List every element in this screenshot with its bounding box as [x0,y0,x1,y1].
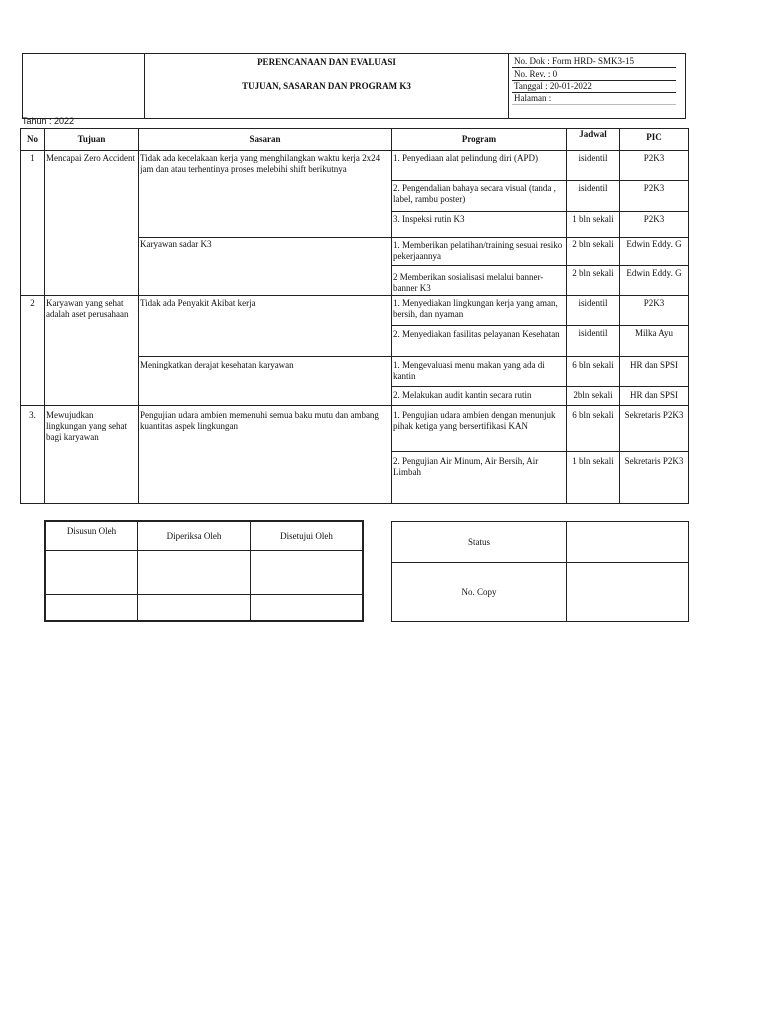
column-header-sasaran: Sasaran [249,134,281,144]
jadwal-cell: 2 bln sekali [572,239,614,249]
sasaran-cell: Tidak ada Penyakit Akibat kerja [140,298,256,308]
pic-cell: P2K3 [643,214,665,224]
program-cell: 2. Menyediakan fasilitas pelayanan Kesehatan [393,329,560,339]
document-title: PERENCANAAN DAN EVALUASI [257,57,396,67]
sasaran-cell: Meningkatkan derajat kesehatan karyawan [140,360,294,370]
column-header-pic: PIC [646,132,662,142]
program-cell: 1. Mengevaluasi menu makan yang ada di kantin [393,360,545,381]
program-cell: 2. Pengujian Air Minum, Air Bersih, Air Limbah [393,456,539,477]
checked-by-label: Diperiksa Oleh [166,531,222,541]
column-header-tujuan: Tujuan [77,134,106,144]
copy-number-label: No. Copy [461,587,497,597]
program-cell: 2. Pengendalian bahaya secara visual (tanda , label, rambu poster) [393,183,556,204]
jadwal-cell: 6 bln sekali [572,410,614,420]
status-label: Status [467,537,490,547]
pic-cell: Sekretaris P2K3 [624,410,684,420]
sasaran-cell: Pengujian udara ambien memenuhi semua baku mutu dan ambang kuantitas aspek lingkungan [140,410,379,431]
jadwal-cell: isidentil [578,183,608,193]
doc-number: No. Dok : Form HRD- SMK3-15 [514,56,635,66]
pic-cell: HR dan SPSI [629,390,678,400]
sasaran-cell: Karyawan sadar K3 [140,239,212,249]
pic-cell: HR dan SPSI [629,360,678,370]
jadwal-cell: isidentil [578,153,608,163]
page-number: Halaman : [514,93,552,103]
pic-cell: Milka Ayu [635,328,673,338]
revision-number: No. Rev. : 0 [514,69,558,79]
program-cell: 1. Memberikan pelatihan/training sesuai resiko pekerjaannya [393,240,563,261]
approved-by-label: Disetujui Oleh [280,531,333,541]
program-cell: 2. Melakukan audit kantin secara rutin [393,390,532,400]
tujuan-cell: Mewujudkan lingkungan yang sehat bagi karyawan [46,410,127,442]
row-number: 3. [29,410,36,420]
pic-cell: P2K3 [643,183,665,193]
document-subtitle: TUJUAN, SASARAN DAN PROGRAM K3 [242,81,411,91]
row-number: 2 [30,298,35,308]
column-header-jadwal: Jadwal [579,129,607,139]
pic-cell: P2K3 [643,153,665,163]
tujuan-cell: Karyawan yang sehat adalah aset perusahaan [46,298,129,319]
program-cell: 1. Penyediaan alat pelindung diri (APD) [393,153,538,163]
pic-cell: Edwin Eddy. G [626,268,682,278]
program-cell: 3. Inspeksi rutin K3 [393,214,465,224]
prepared-by-label: Disusun Oleh [66,526,117,536]
row-number: 1 [30,153,35,163]
jadwal-cell: 2bln sekali [573,390,613,400]
jadwal-cell: 1 bln sekali [572,214,614,224]
program-cell: 2 Memberikan sosialisasi melalui banner-banner K3 [393,272,544,293]
year-label: Tahun : 2022 [22,116,75,126]
pic-cell: Edwin Eddy. G [626,239,682,249]
pic-cell: P2K3 [643,298,665,308]
column-header-no: No [27,134,38,144]
jadwal-cell: 6 bln sekali [572,360,614,370]
tujuan-cell: Mencapai Zero Accident [46,153,135,163]
program-cell: 1. Menyediakan lingkungan kerja yang aman, bersih, dan nyaman [393,298,558,319]
jadwal-cell: 2 bln sekali [572,268,614,278]
column-header-program: Program [461,134,497,144]
sasaran-cell: Tidak ada kecelakaan kerja yang menghilangkan waktu kerja 2x24 jam dan atau terhentinya proses melebihi shift berikutnya [140,153,381,174]
pic-cell: Sekretaris P2K3 [624,456,684,466]
program-cell: 1. Pengujian udara ambien dengan menunjuk pihak ketiga yang bersertifikasi KAN [393,410,556,431]
jadwal-cell: 1 bln sekali [572,456,614,466]
jadwal-cell: isidentil [578,298,608,308]
document-date: Tanggal : 20-01-2022 [514,81,592,91]
jadwal-cell: isidentil [578,328,608,338]
